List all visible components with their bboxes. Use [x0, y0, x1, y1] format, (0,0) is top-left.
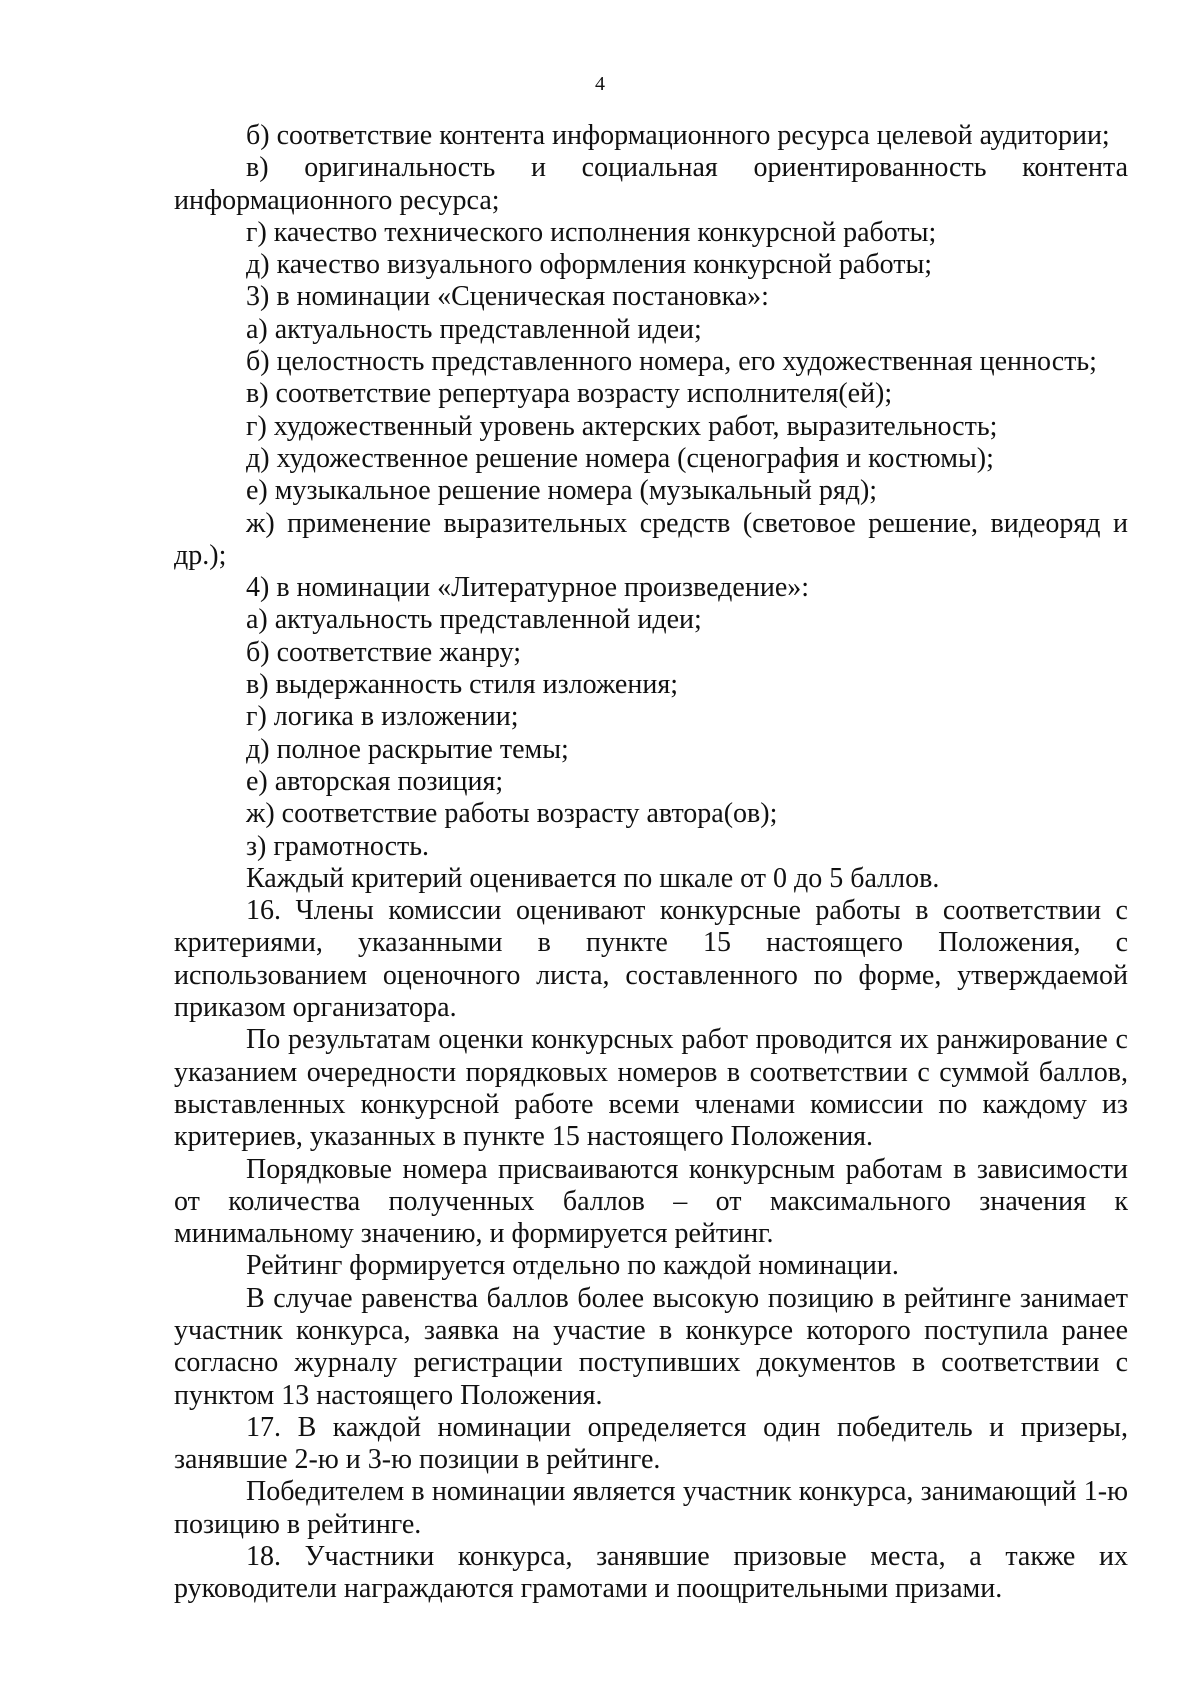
paragraph: По результатам оценки конкурсных работ проводится их ранжирование с указанием очередности порядковых номеров в соответствии с суммой баллов, выставленных конкурсной работе всеми членами комиссии по каждому из критериев, указанных в пункте 15 настоящего Положения. — [174, 1024, 1128, 1153]
paragraph: 18. Участники конкурса, занявшие призовые места, а также их руководители награждаются грамотами и поощрительными призами. — [174, 1541, 1128, 1605]
paragraph: г) логика в изложении; — [246, 701, 519, 733]
paragraph: е) авторская позиция; — [246, 765, 504, 797]
paragraph: Порядковые номера присваиваются конкурсным работам в зависимости от количества полученных баллов – от максимального значения к минимальному значению, и формируется рейтинг. — [174, 1153, 1128, 1250]
paragraph: 17. В каждой номинации определяется один победитель и призеры, занявшие 2-ю и 3-ю позиции в рейтинге. — [174, 1411, 1128, 1476]
paragraph: д) полное раскрытие темы; — [246, 733, 569, 765]
paragraph: в) оригинальность и социальная ориентированность контента информационного ресурса; — [174, 152, 1128, 216]
paragraph: в) соответствие репертуара возрасту исполнителя(ей); — [246, 378, 893, 410]
paragraph: а) актуальность представленной идеи; — [246, 604, 702, 636]
paragraph: г) художественный уровень актерских работ, выразительность; — [246, 410, 998, 442]
paragraph: В случае равенства баллов более высокую позицию в рейтинге занимает участник конкурса, заявка на участие в конкурсе которого поступила ранее согласно журналу регистрации поступивших документов в соответствии с пунктом 13 настоящего Положения. — [174, 1282, 1128, 1411]
paragraph: б) соответствие контента информационного ресурса целевой аудитории; — [246, 120, 1110, 151]
paragraph: ж) применение выразительных средств (световое решение, видеоряд и др.); — [174, 507, 1128, 571]
paragraph: д) качество визуального оформления конкурсной работы; — [246, 249, 933, 281]
paragraph: д) художественное решение номера (сценография и костюмы); — [246, 442, 994, 474]
paragraph: б) целостность представленного номера, его художественная ценность; — [246, 346, 1097, 378]
paragraph: б) соответствие жанру; — [246, 636, 522, 668]
paragraph: 4) в номинации «Литературное произведение»: — [246, 572, 810, 604]
paragraph: 3) в номинации «Сценическая постановка»: — [246, 281, 769, 313]
paragraph: Победителем в номинации является участник конкурса, занимающий 1-ю позицию в рейтинге. — [174, 1476, 1128, 1540]
paragraph: 16. Члены комиссии оценивают конкурсные работы в соответствии с критериями, указанными в пункте 15 настоящего Положения, с использованием оценочного листа, составленного по форме, утверждаемой приказом организатора. — [174, 895, 1128, 1024]
document-body — [174, 120, 1128, 1606]
paragraph: г) качество технического исполнения конкурсной работы; — [246, 216, 937, 248]
page-number: 4 — [595, 73, 605, 95]
paragraph: Рейтинг формируется отдельно по каждой номинации. — [246, 1250, 899, 1282]
paragraph: а) актуальность представленной идеи; — [246, 313, 702, 345]
paragraph: е) музыкальное решение номера (музыкальный ряд); — [246, 475, 878, 507]
paragraph: ж) соответствие работы возрасту автора(ов); — [246, 798, 778, 830]
paragraph: в) выдержанность стиля изложения; — [246, 669, 678, 701]
paragraph: Каждый критерий оценивается по шкале от 0 до 5 баллов. — [246, 862, 940, 894]
paragraph: з) грамотность. — [246, 830, 429, 862]
